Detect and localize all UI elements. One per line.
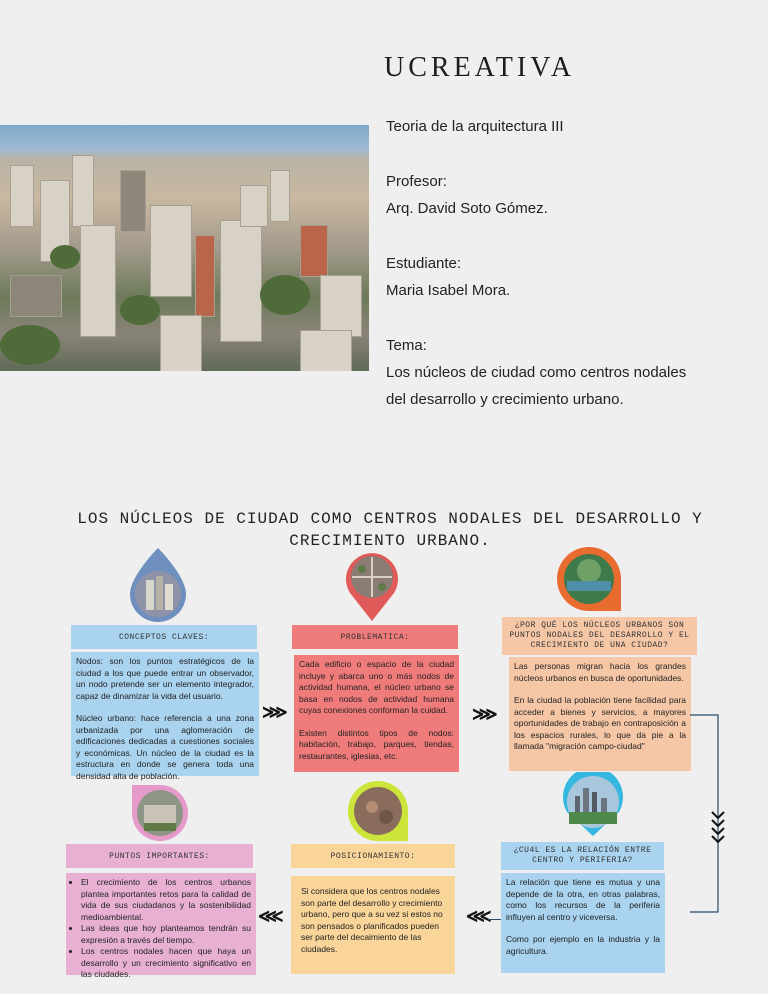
puntos-header <box>66 844 253 868</box>
pin-posicionamiento-icon <box>346 779 410 843</box>
professor-label: Profesor: <box>386 173 447 190</box>
porque-paragraph-2: En la ciudad la población tiene facilidad para acceder a bienes y servicios, a mayores oportunidades de trabajo en contraposición a los espacios rurales, lo que da pie a la llamada "migración campo-ciudad" <box>514 695 686 751</box>
professor-block <box>386 168 548 222</box>
student-block <box>386 250 510 304</box>
puntos-item-3: • Los centros nodales hacen que haya un desarrollo y un crecimiento significativo en las ciudades. <box>81 946 251 981</box>
brand-title: UCREATIVA <box>384 52 576 83</box>
arrow-left-icon-2: ⋘ <box>466 906 487 926</box>
posicionamiento-header-text: POSICIONAMIENTO: <box>330 851 416 861</box>
conceptos-body <box>71 652 259 781</box>
infographic-title-line-1: LOS NÚCLEOS DE CIUDAD COMO CENTROS NODALES DEL DESARROLLO Y <box>77 510 703 528</box>
relacion-paragraph-1: La relación que tiene es mutua y una depende de la otra, en otras palabras, como los recursos de la periferia influyen al centro y viceversa. <box>506 877 660 922</box>
arrow-right-icon-1: ⋙ <box>262 702 283 722</box>
puntos-list <box>71 877 251 981</box>
pin-relacion-icon <box>559 772 627 838</box>
relacion-header-text: ¿CU4L ES LA RELACIÓN ENTRE CENTRO Y PERIFERIA? <box>513 846 652 865</box>
puntos-item-1: • El crecimiento de los centros urbanos plantea importantes retos para la calidad de vida de sus ciudadanos y la sostenibilidad medioambiental. <box>81 877 251 923</box>
professor-name: Arq. David Soto Gómez. <box>386 200 548 217</box>
porque-body <box>509 657 691 771</box>
conceptos-header-text: CONCEPTOS CLAVES: <box>118 632 210 642</box>
problematica-header <box>292 625 458 649</box>
relacion-paragraph-2: Como por ejemplo en la industria y la agricultura. <box>506 934 660 956</box>
posicionamiento-header <box>291 844 455 868</box>
infographic-title-line-2: CRECIMIENTO URBANO. <box>289 532 491 550</box>
pin-problematica-icon <box>342 551 402 623</box>
posicionamiento-body <box>291 876 455 974</box>
arrow-left-icon-1: ⋘ <box>258 906 279 926</box>
topic-label: Tema: <box>386 337 427 354</box>
puntos-item-2: • Las ideas que hoy planteamos tendrán su expresión a través del tiempo. <box>81 923 251 946</box>
conceptos-header <box>71 625 257 649</box>
pin-conceptos-icon <box>128 546 188 624</box>
porque-header <box>502 617 697 655</box>
arrow-left-line <box>488 919 501 920</box>
pin-puntos-icon <box>130 783 190 843</box>
puntos-body <box>66 873 256 979</box>
topic-line-1: Los núcleos de ciudad como centros nodales <box>386 364 687 381</box>
porque-paragraph-1: Las personas migran hacia los grandes núcleos urbanos en busca de oportunidades. <box>514 661 686 683</box>
problematica-paragraph-2: Existen distintos tipos de nodos: habitación, trabajo, parques, tiendas, restaurantes, iglesias, etc. <box>299 727 454 761</box>
student-name: Maria Isabel Mora. <box>386 282 511 299</box>
topic-block <box>386 332 686 413</box>
arrow-right-icon-2: ⋙ <box>472 704 493 724</box>
porque-header-text: ¿POR QUÉ LOS NÚCLEOS URBANOS SON PUNTOS NODALES DEL DESARROLLO Y EL CRECIMIENTO DE UNA CIUDAD? <box>509 621 690 650</box>
problematica-paragraph-1: Cada edificio o espacio de la ciudad incluye y abarca uno o más nodos de actividad humana, el núcleo urbano se basa en nodos de actividad humana cuyas conexiones conforman la cuidad. <box>299 659 454 715</box>
conceptos-paragraph-2: Núcleo urbano: hace referencia a una zona urbanizada por una aglomeración de edificaciones dedicadas a cuestiones sociales y económicas. Un núcleo de la ciudad es la estructura en donde se genera toda una densidad alta de población. <box>76 713 254 781</box>
relacion-body <box>501 873 665 973</box>
student-label: Estudiante: <box>386 255 462 272</box>
topic-line-2: del desarrollo y crecimiento urbano. <box>386 391 624 408</box>
pin-porque-icon <box>555 545 623 613</box>
city-photo <box>0 125 369 371</box>
puntos-header-text: PUNTOS IMPORTANTES: <box>109 851 210 861</box>
problematica-header-text: PROBLEMATICA: <box>340 632 410 642</box>
relacion-header <box>501 842 664 870</box>
problematica-body <box>294 655 459 772</box>
posicionamiento-paragraph-1: Si considera que los centros nodales son parte del desarrollo y crecimiento urbano, pero que a su vez si estos no son pensados o planificados pueden ser parte del decaimiento de las ciudades. <box>301 886 443 954</box>
conceptos-paragraph-1: Nodos: son los puntos estratégicos de la ciudad a los que puede entrar un observador, un nodo pretende ser un elemento integrador, capaz de dinamizar la vida del usuario. <box>76 656 254 701</box>
course-label: Teoria de la arquitectura III <box>386 118 564 135</box>
course-name <box>386 113 564 140</box>
connector-line <box>690 712 730 922</box>
